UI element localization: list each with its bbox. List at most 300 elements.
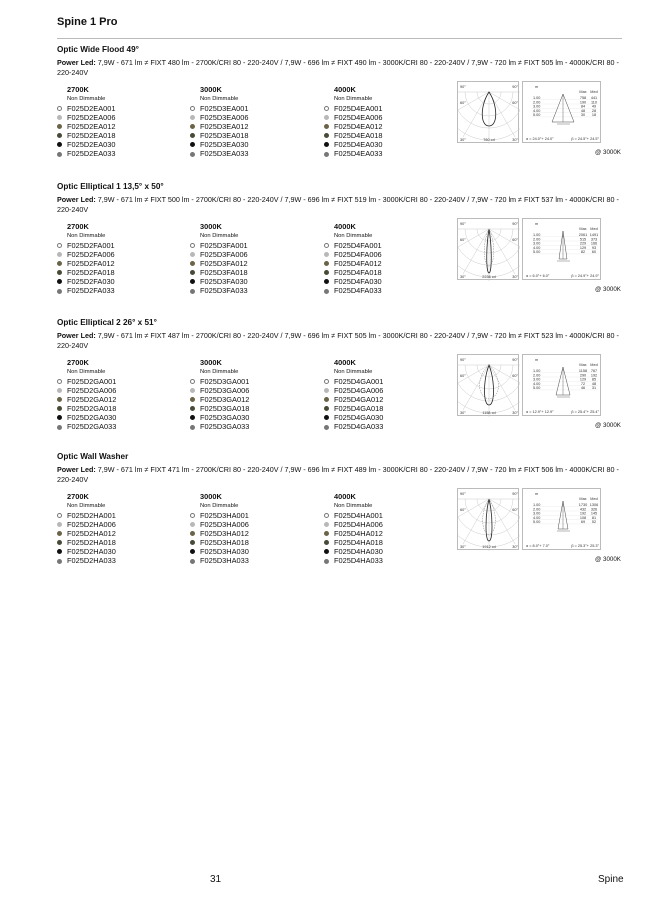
product-code: F025D3GA018 xyxy=(200,404,250,414)
product-code-item xyxy=(190,422,320,431)
finish-color-dot xyxy=(57,513,62,518)
product-code: F025D2FA001 xyxy=(67,241,115,250)
max-header: Max xyxy=(579,227,587,231)
product-code: F025D3EA001 xyxy=(200,104,249,113)
max-header: Max xyxy=(579,90,587,94)
distance-value: 3.00 xyxy=(533,104,541,109)
product-code: F025D4FA001 xyxy=(334,241,382,250)
product-code: F025D3FA018 xyxy=(200,268,248,278)
product-code-item xyxy=(190,277,320,286)
product-code-item xyxy=(57,404,187,413)
product-code-item xyxy=(57,104,187,113)
product-code: F025D2EA012 xyxy=(67,122,116,132)
product-code-item xyxy=(57,250,187,259)
polar-diagram xyxy=(457,488,519,550)
candela-value: 1912 cd xyxy=(482,545,496,549)
max-lux-value: 192 xyxy=(579,511,587,516)
product-code-item xyxy=(57,511,187,520)
chart-caption: @ 3000K xyxy=(595,149,621,156)
power-led-text: 7,9W - 671 lm ≠ FIXT 471 lm - 2700K/CRI 80 - 220-240V / 7,9W - 696 lm ≠ FIXT 489 lm - 3000K/CRI 80 - 220-240V / 7,9W - 720 lm ≠ FIXT 506 lm - 4000K/CRI 80 - 220-240V xyxy=(57,465,619,484)
max-lux-value: 229 xyxy=(579,241,587,246)
med-lux-value: 441 xyxy=(590,96,598,100)
product-code-item xyxy=(57,529,187,538)
product-code: F025D4HA001 xyxy=(334,511,383,520)
product-code: F025D3FA006 xyxy=(200,250,248,260)
product-code-item xyxy=(57,422,187,431)
product-code-item xyxy=(57,377,187,386)
angle-label: 60° xyxy=(512,374,518,378)
color-temp-heading: 4000K xyxy=(334,222,356,231)
finish-color-dot xyxy=(324,540,329,545)
med-header: Med xyxy=(590,497,598,501)
product-code: F025D4HA006 xyxy=(334,520,383,530)
product-code-item xyxy=(190,241,320,250)
max-lux-value: 84 xyxy=(580,104,586,109)
product-code: F025D2HA006 xyxy=(67,520,116,530)
product-code: F025D4EA001 xyxy=(334,104,383,113)
distance-value: 5.00 xyxy=(533,113,541,118)
product-code-item xyxy=(57,241,187,250)
angle-label: 30° xyxy=(512,545,518,549)
angle-label: 30° xyxy=(512,411,518,415)
finish-color-dot xyxy=(57,549,62,554)
product-code-item xyxy=(57,413,187,422)
distance-value: 4.00 xyxy=(533,381,541,386)
distance-value: 1.00 xyxy=(533,503,541,507)
product-code-item xyxy=(57,149,187,158)
med-lux-value: 110 xyxy=(590,100,598,105)
dimming-label: Non Dimmable xyxy=(67,369,106,375)
finish-color-dot xyxy=(57,133,62,138)
finish-color-dot xyxy=(324,152,329,157)
med-lux-value: 60 xyxy=(591,250,597,255)
color-temp-heading: 2700K xyxy=(67,358,89,367)
max-lux-value: 69 xyxy=(580,520,586,525)
beta-angle: β = 24.9°+ 24.9° xyxy=(571,274,599,278)
product-code-item xyxy=(190,377,320,386)
product-code: F025D3HA006 xyxy=(200,520,249,530)
product-code-item xyxy=(190,286,320,295)
finish-color-dot xyxy=(57,142,62,147)
distance-value: 3.00 xyxy=(533,241,541,246)
product-code: F025D3FA001 xyxy=(200,241,248,250)
product-code: F025D2GA001 xyxy=(67,377,117,386)
optic-section xyxy=(57,452,627,572)
optic-title: Optic Elliptical 1 13,5° x 50° xyxy=(57,182,164,191)
product-code-item xyxy=(190,113,320,122)
angle-label: 60° xyxy=(512,238,518,242)
product-code: F025D3HA030 xyxy=(200,547,249,557)
product-code-item xyxy=(190,122,320,131)
product-code: F025D4HA030 xyxy=(334,547,383,557)
max-lux-value: 1730 xyxy=(578,503,588,507)
product-code: F025D2HA030 xyxy=(67,547,116,557)
product-code-item xyxy=(190,511,320,520)
color-temp-column xyxy=(324,85,454,159)
finish-color-dot xyxy=(57,388,62,393)
product-code: F025D4GA001 xyxy=(334,377,384,386)
product-code: F025D3GA012 xyxy=(200,395,250,405)
med-lux-value: 48 xyxy=(591,381,597,386)
polar-diagram xyxy=(457,354,519,416)
max-lux-value: 108 xyxy=(579,515,587,520)
max-lux-value: 48 xyxy=(580,108,586,113)
product-code: F025D3EA018 xyxy=(200,131,249,141)
power-led-label: Power Led: xyxy=(57,465,96,474)
chart-caption: @ 3000K xyxy=(595,422,621,429)
product-code: F025D3GA001 xyxy=(200,377,250,386)
product-code-item xyxy=(57,122,187,131)
angle-label: 90° xyxy=(512,358,518,362)
finish-color-dot xyxy=(190,522,195,527)
angle-label: 30° xyxy=(512,275,518,279)
color-temp-heading: 2700K xyxy=(67,85,89,94)
color-temp-column xyxy=(57,492,187,566)
illuminance-cone-diagram xyxy=(522,488,601,550)
dimming-label: Non Dimmable xyxy=(200,369,239,375)
product-code: F025D3FA030 xyxy=(200,277,248,287)
product-code-item xyxy=(324,131,454,140)
product-code: F025D2EA018 xyxy=(67,131,116,141)
angle-label: 30° xyxy=(460,275,466,279)
finish-color-dot xyxy=(190,549,195,554)
dimming-label: Non Dimmable xyxy=(200,233,239,239)
color-temp-heading: 3000K xyxy=(200,492,222,501)
page-number: 31 xyxy=(210,874,222,885)
finish-color-dot xyxy=(57,379,62,384)
distance-value: 2.00 xyxy=(533,373,541,378)
med-lux-value: 81 xyxy=(591,515,597,520)
product-code-item xyxy=(324,122,454,131)
finish-color-dot xyxy=(57,559,62,564)
finish-color-dot xyxy=(57,531,62,536)
med-lux-value: 1306 xyxy=(589,503,599,507)
product-codes xyxy=(57,222,627,302)
chart-caption: @ 3000K xyxy=(595,556,621,563)
product-code: F025D3HA033 xyxy=(200,556,249,566)
angle-label: 90° xyxy=(460,358,466,362)
distance-value: 2.00 xyxy=(533,507,541,512)
product-code-item xyxy=(190,547,320,556)
product-code: F025D2GA030 xyxy=(67,413,117,423)
finish-color-dot xyxy=(190,289,195,294)
product-code-item xyxy=(324,404,454,413)
product-code-item xyxy=(57,538,187,547)
product-code: F025D3FA012 xyxy=(200,259,248,269)
product-codes xyxy=(57,492,627,572)
product-code-item xyxy=(190,556,320,565)
product-code-item xyxy=(324,140,454,149)
finish-color-dot xyxy=(57,270,62,275)
finish-color-dot xyxy=(190,115,195,120)
product-code-item xyxy=(324,241,454,250)
finish-color-dot xyxy=(190,261,195,266)
product-code: F025D2EA006 xyxy=(67,113,116,123)
product-code: F025D2FA018 xyxy=(67,268,115,278)
finish-color-dot xyxy=(324,270,329,275)
med-lux-value: 31 xyxy=(591,386,597,391)
optic-title: Optic Elliptical 2 26° x 51° xyxy=(57,318,157,327)
product-code: F025D2HA033 xyxy=(67,556,116,566)
product-code-item xyxy=(324,277,454,286)
page-title: Spine 1 Pro xyxy=(57,16,118,28)
med-lux-value: 767 xyxy=(590,369,598,373)
med-header: Med xyxy=(590,363,598,367)
angle-label: 60° xyxy=(460,238,466,242)
med-lux-value: 373 xyxy=(590,237,598,242)
product-code-item xyxy=(57,268,187,277)
color-temp-column xyxy=(57,222,187,296)
med-lux-value: 28 xyxy=(591,108,597,113)
finish-color-dot xyxy=(57,397,62,402)
med-lux-value: 166 xyxy=(590,241,598,246)
product-code-item xyxy=(324,113,454,122)
finish-color-dot xyxy=(190,106,195,111)
finish-color-dot xyxy=(324,243,329,248)
brand-name: Spine xyxy=(598,874,624,885)
product-code: F025D2FA033 xyxy=(67,286,115,296)
finish-color-dot xyxy=(324,549,329,554)
beta-angle: β = 24.5°+ 24.5° xyxy=(571,137,599,141)
finish-color-dot xyxy=(324,124,329,129)
finish-color-dot xyxy=(324,252,329,257)
finish-color-dot xyxy=(57,540,62,545)
dimming-label: Non Dimmable xyxy=(67,96,106,102)
power-led-label: Power Led: xyxy=(57,58,96,67)
finish-color-dot xyxy=(190,415,195,420)
product-code: F025D4FA018 xyxy=(334,268,382,278)
finish-color-dot xyxy=(190,279,195,284)
max-lux-value: 129 xyxy=(579,377,587,382)
finish-color-dot xyxy=(324,289,329,294)
alpha-angle: α = 24.0°+ 24.0° xyxy=(526,137,554,141)
finish-color-dot xyxy=(57,243,62,248)
finish-color-dot xyxy=(57,279,62,284)
finish-color-dot xyxy=(190,142,195,147)
product-code-item xyxy=(324,286,454,295)
header-divider xyxy=(57,38,622,39)
finish-color-dot xyxy=(190,152,195,157)
product-code-item xyxy=(190,131,320,140)
product-code: F025D4GA030 xyxy=(334,413,384,423)
finish-color-dot xyxy=(324,379,329,384)
optic-section xyxy=(57,318,627,438)
finish-color-dot xyxy=(190,540,195,545)
med-lux-value: 52 xyxy=(591,520,597,525)
color-temp-heading: 4000K xyxy=(334,492,356,501)
finish-color-dot xyxy=(57,261,62,266)
finish-color-dot xyxy=(324,106,329,111)
max-lux-value: 82 xyxy=(580,250,586,255)
color-temp-heading: 2700K xyxy=(67,222,89,231)
distance-value: 1.00 xyxy=(533,96,541,100)
product-code-item xyxy=(190,529,320,538)
finish-color-dot xyxy=(324,513,329,518)
finish-color-dot xyxy=(190,243,195,248)
candela-value: 2236 cd xyxy=(482,275,496,279)
dimming-label: Non Dimmable xyxy=(334,369,373,375)
power-led-label: Power Led: xyxy=(57,331,96,340)
color-temp-heading: 4000K xyxy=(334,358,356,367)
optic-title: Optic Wall Washer xyxy=(57,452,129,461)
distance-value: 4.00 xyxy=(533,108,541,113)
illuminance-cone-diagram xyxy=(522,81,601,143)
med-lux-value: 18 xyxy=(591,113,597,118)
finish-color-dot xyxy=(190,124,195,129)
product-code-item xyxy=(190,538,320,547)
dimming-label: Non Dimmable xyxy=(67,503,106,509)
product-codes xyxy=(57,85,627,165)
product-code-item xyxy=(190,104,320,113)
product-code-item xyxy=(190,140,320,149)
power-led-text: 7,9W - 671 lm ≠ FIXT 500 lm - 2700K/CRI 80 - 220-240V / 7,9W - 696 lm ≠ FIXT 519 lm - 3000K/CRI 80 - 220-240V / 7,9W - 720 lm ≠ FIXT 537 lm - 4000K/CRI 80 - 220-240V xyxy=(57,195,619,214)
finish-color-dot xyxy=(324,559,329,564)
product-code: F025D3EA030 xyxy=(200,140,249,150)
dimming-label: Non Dimmable xyxy=(334,503,373,509)
product-code-item xyxy=(324,520,454,529)
finish-color-dot xyxy=(324,115,329,120)
product-code: F025D3GA030 xyxy=(200,413,250,423)
product-code: F025D4HA033 xyxy=(334,556,383,566)
product-code-item xyxy=(57,520,187,529)
angle-label: 60° xyxy=(512,508,518,512)
finish-color-dot xyxy=(190,406,195,411)
product-code: F025D2HA018 xyxy=(67,538,116,548)
alpha-angle: α = 6.0°+ 6.0° xyxy=(526,274,550,278)
color-temp-column xyxy=(324,492,454,566)
product-code: F025D4FA033 xyxy=(334,286,382,296)
height-unit-label: m xyxy=(535,222,539,226)
product-code-item xyxy=(190,520,320,529)
finish-color-dot xyxy=(190,388,195,393)
max-lux-value: 129 xyxy=(579,245,587,250)
product-code-item xyxy=(57,386,187,395)
product-code-item xyxy=(57,556,187,565)
product-code: F025D3EA006 xyxy=(200,113,249,123)
finish-color-dot xyxy=(190,133,195,138)
product-code: F025D3EA033 xyxy=(200,149,249,159)
distance-value: 5.00 xyxy=(533,520,541,525)
color-temp-heading: 3000K xyxy=(200,358,222,367)
product-code: F025D3HA018 xyxy=(200,538,249,548)
product-code-item xyxy=(324,538,454,547)
color-temp-heading: 3000K xyxy=(200,222,222,231)
max-lux-value: 432 xyxy=(579,507,587,512)
product-code-item xyxy=(190,413,320,422)
finish-color-dot xyxy=(190,379,195,384)
angle-label: 60° xyxy=(460,101,466,105)
product-code: F025D2GA006 xyxy=(67,386,117,396)
product-code: F025D4GA012 xyxy=(334,395,384,405)
med-lux-value: 1491 xyxy=(589,233,599,237)
optic-title: Optic Wide Flood 49° xyxy=(57,45,139,54)
product-code-item xyxy=(324,149,454,158)
polar-diagram xyxy=(457,218,519,280)
finish-color-dot xyxy=(190,252,195,257)
product-code-item xyxy=(324,547,454,556)
product-code: F025D4GA018 xyxy=(334,404,384,414)
finish-color-dot xyxy=(57,252,62,257)
color-temp-heading: 2700K xyxy=(67,492,89,501)
product-code-item xyxy=(324,556,454,565)
finish-color-dot xyxy=(57,289,62,294)
angle-label: 90° xyxy=(460,85,466,89)
product-code: F025D2GA012 xyxy=(67,395,117,405)
dimming-label: Non Dimmable xyxy=(67,233,106,239)
max-lux-value: 1158 xyxy=(578,369,588,373)
color-temp-heading: 3000K xyxy=(200,85,222,94)
distance-value: 3.00 xyxy=(533,511,541,516)
product-code: F025D4EA012 xyxy=(334,122,383,132)
height-unit-label: m xyxy=(535,358,539,362)
illuminance-cone-diagram xyxy=(522,218,601,280)
distance-value: 1.00 xyxy=(533,233,541,237)
finish-color-dot xyxy=(190,513,195,518)
finish-color-dot xyxy=(324,415,329,420)
power-led-spec xyxy=(57,465,622,484)
product-code-item xyxy=(57,277,187,286)
product-code-item xyxy=(324,268,454,277)
beta-angle: β = 25.4°+ 25.4° xyxy=(571,410,599,414)
finish-color-dot xyxy=(57,124,62,129)
product-code-item xyxy=(190,386,320,395)
product-code-item xyxy=(324,377,454,386)
illuminance-cone-diagram xyxy=(522,354,601,416)
product-codes xyxy=(57,358,627,438)
color-temp-column xyxy=(324,222,454,296)
finish-color-dot xyxy=(57,115,62,120)
max-lux-value: 515 xyxy=(579,237,587,242)
product-code: F025D3FA033 xyxy=(200,286,248,296)
med-lux-value: 326 xyxy=(590,507,598,512)
med-lux-value: 49 xyxy=(591,104,597,109)
color-temp-column xyxy=(324,358,454,432)
max-lux-value: 758 xyxy=(579,96,587,100)
product-code-item xyxy=(324,259,454,268)
dimming-label: Non Dimmable xyxy=(200,96,239,102)
dimming-label: Non Dimmable xyxy=(334,233,373,239)
power-led-text: 7,9W - 671 lm ≠ FIXT 487 lm - 2700K/CRI 80 - 220-240V / 7,9W - 696 lm ≠ FIXT 505 lm - 3000K/CRI 80 - 220-240V / 7,9W - 720 lm ≠ FIXT 523 lm - 4000K/CRI 80 - 220-240V xyxy=(57,331,619,350)
product-code: F025D3HA001 xyxy=(200,511,249,520)
med-lux-value: 192 xyxy=(590,373,598,378)
product-code-item xyxy=(324,422,454,431)
product-code: F025D4EA030 xyxy=(334,140,383,150)
product-code: F025D2EA001 xyxy=(67,104,116,113)
angle-label: 90° xyxy=(512,492,518,496)
finish-color-dot xyxy=(57,415,62,420)
product-code: F025D2HA001 xyxy=(67,511,116,520)
angle-label: 90° xyxy=(512,222,518,226)
color-temp-heading: 4000K xyxy=(334,85,356,94)
candela-value: 760 cd xyxy=(483,138,495,142)
finish-color-dot xyxy=(190,270,195,275)
product-code-item xyxy=(324,250,454,259)
product-code: F025D4FA030 xyxy=(334,277,382,287)
product-code: F025D4FA012 xyxy=(334,259,382,269)
product-code: F025D2FA012 xyxy=(67,259,115,269)
color-temp-column xyxy=(190,358,320,432)
product-code: F025D4HA012 xyxy=(334,529,383,539)
dimming-label: Non Dimmable xyxy=(200,503,239,509)
color-temp-column xyxy=(57,85,187,159)
alpha-angle: α = 12.9°+ 12.9° xyxy=(526,410,554,414)
alpha-angle: α = 8.0°+ 7.0° xyxy=(526,544,550,548)
product-code-item xyxy=(57,547,187,556)
product-code-item xyxy=(57,395,187,404)
angle-label: 30° xyxy=(460,545,466,549)
power-led-label: Power Led: xyxy=(57,195,96,204)
height-unit-label: m xyxy=(535,492,539,496)
